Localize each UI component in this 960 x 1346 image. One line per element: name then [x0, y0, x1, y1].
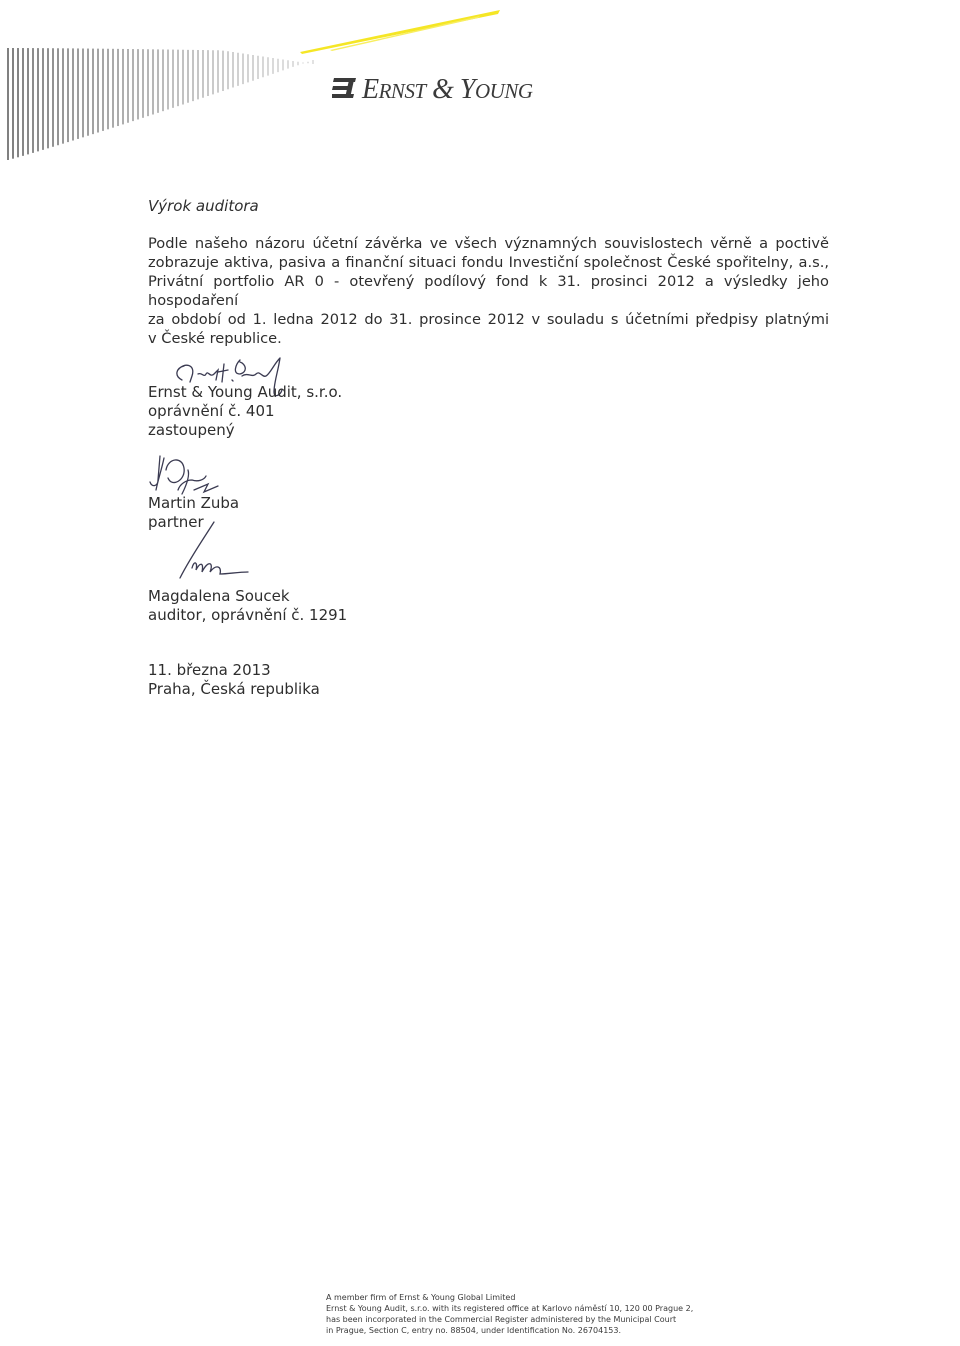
auditor-name: Magdalena Soucek	[148, 587, 290, 605]
document-place: Praha, Česká republika	[148, 680, 320, 698]
partner-name: Martin Zuba	[148, 494, 240, 512]
footer-line: Ernst & Young Audit, s.r.o. with its registered office at Karlovo náměstí 10, 120 00 Prague 2,	[326, 1304, 694, 1313]
date-place-block	[148, 661, 320, 699]
footer-line: A member firm of Ernst & Young Global Limited	[326, 1293, 516, 1302]
footer-line: in Prague, Section C, entry no. 88504, under Identification No. 26704153.	[326, 1326, 621, 1335]
footer	[326, 1292, 693, 1336]
opinion-line: v České republice.	[148, 330, 282, 347]
opinion-line: za období od 1. ledna 2012 do 31. prosince 2012 v souladu s účetními předpisy platnými	[148, 311, 829, 328]
firm-name: Ernst & Young Audit, s.r.o.	[148, 383, 343, 401]
yellow-swoosh	[300, 10, 500, 54]
yellow-swoosh-highlight	[330, 16, 480, 51]
ernst-young-logo-icon	[332, 76, 358, 100]
auditor-block	[148, 587, 347, 625]
opinion-line: zobrazuje aktiva, pasiva a finanční situaci fondu Investiční společnost České spořitelny, a.s.,	[148, 254, 829, 271]
firm-block	[148, 383, 342, 440]
opinion-paragraph	[148, 234, 829, 348]
opinion-line: Podle našeho názoru účetní závěrka ve všech významných souvislostech věrně a poctivě	[148, 235, 829, 252]
company-name: ERNST & YOUNG	[362, 74, 533, 105]
document-date: 11. března 2013	[148, 661, 271, 679]
partner-role: partner	[148, 513, 204, 531]
opinion-line: Privátní portfolio AR 0 - otevřený podílový fond k 31. prosinci 2012 a výsledky jeho hospodaření	[148, 273, 829, 309]
footer-line: has been incorporated in the Commercial Register administered by the Municipal Court	[326, 1315, 677, 1324]
section-heading: Výrok auditora	[148, 197, 259, 215]
firm-represented: zastoupený	[148, 421, 235, 439]
auditor-role: auditor, oprávnění č. 1291	[148, 606, 348, 624]
firm-license: oprávnění č. 401	[148, 402, 275, 420]
auditor-signature	[168, 518, 258, 588]
